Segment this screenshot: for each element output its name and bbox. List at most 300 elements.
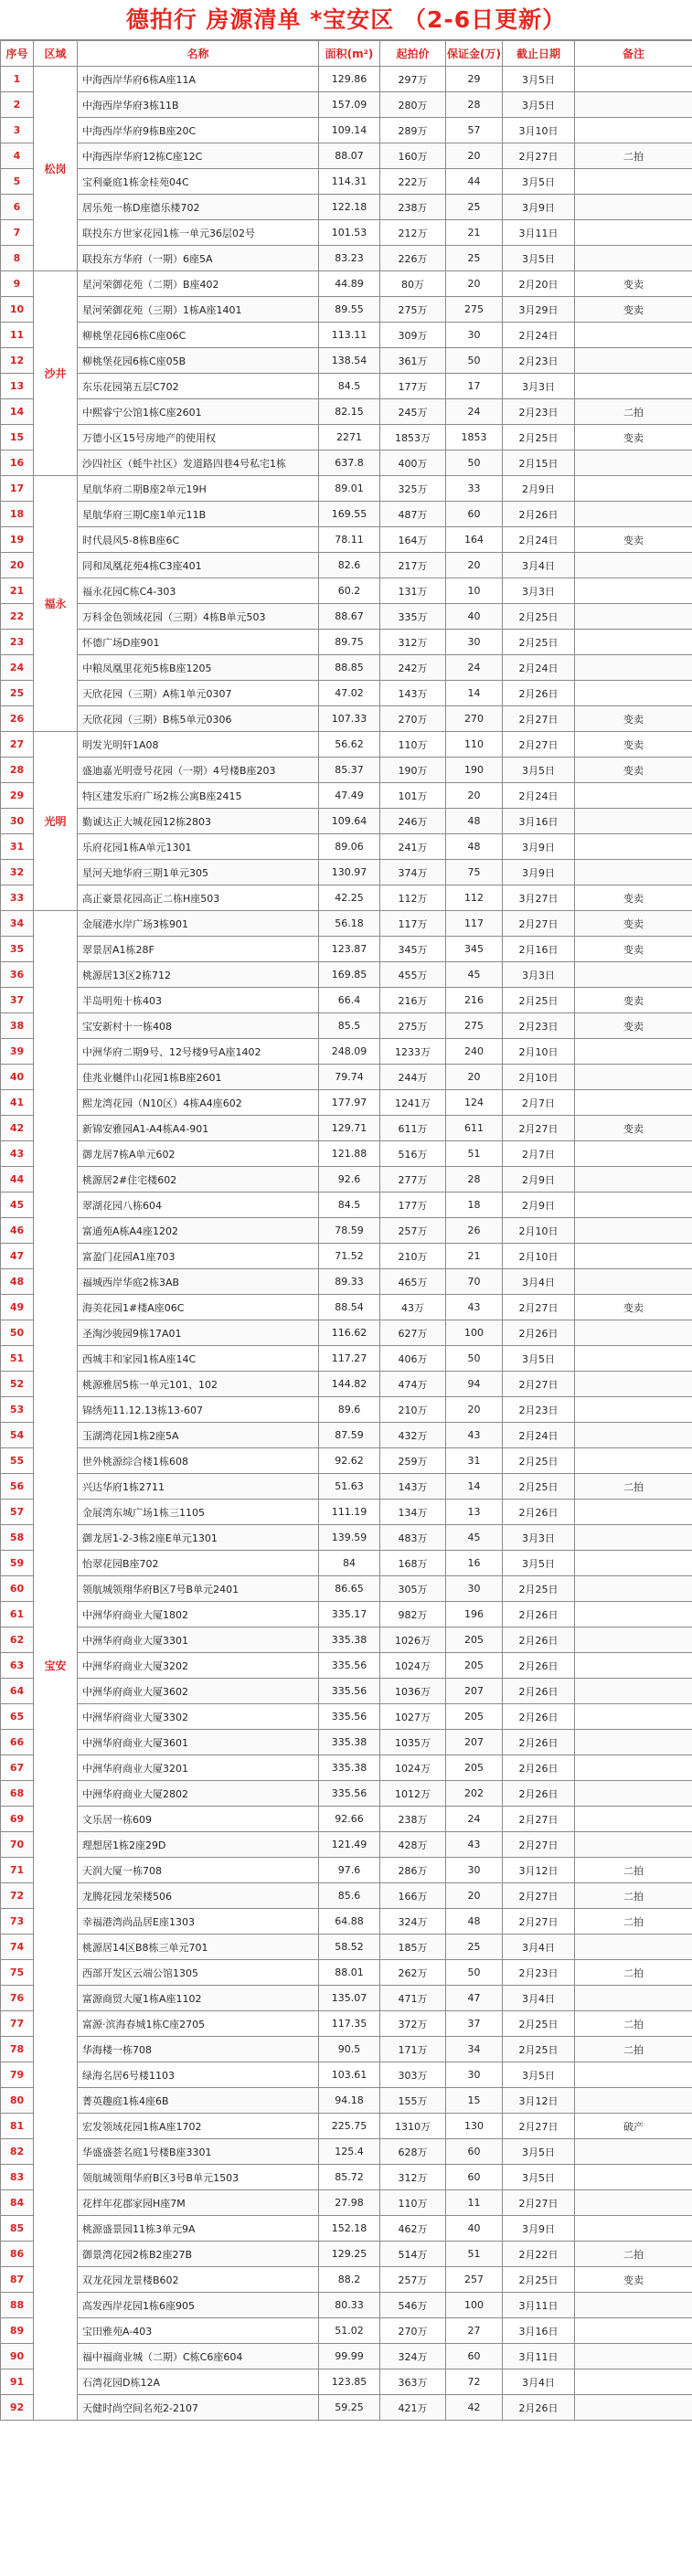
row-deadline: 3月5日 [503,1551,575,1576]
row-deadline: 3月27日 [503,885,575,911]
table-row [1,1474,692,1500]
row-deposit: 28 [446,92,503,118]
row-price: 143万 [380,681,446,706]
row-name: 西部开发区云端公馆1305 [78,1960,319,1986]
row-seq: 18 [1,502,34,527]
row-name: 石湾花园D栋12A [78,2369,319,2395]
row-seq: 49 [1,1295,34,1320]
table-row [1,2062,692,2088]
row-deposit: 20 [446,1065,503,1090]
row-deposit: 50 [446,348,503,374]
row-note: 变卖 [575,1013,692,1039]
row-price: 406万 [380,1346,446,1372]
row-deadline: 2月9日 [503,1167,575,1193]
row-seq: 24 [1,655,34,681]
row-area: 335.56 [319,1781,380,1807]
row-note [575,195,692,220]
header-row [1,41,692,67]
row-area: 89.55 [319,297,380,323]
row-note: 二拍 [575,1858,692,1883]
row-deposit: 205 [446,1627,503,1653]
row-deposit: 1853 [446,425,503,451]
row-area: 83.23 [319,246,380,271]
row-deposit: 15 [446,2088,503,2114]
row-deadline: 2月25日 [503,1448,575,1474]
table-row [1,1320,692,1346]
row-deposit: 21 [446,1244,503,1269]
row-price: 190万 [380,758,446,783]
row-deadline: 3月5日 [503,758,575,783]
row-area: 335.17 [319,1602,380,1627]
row-note [575,1397,692,1423]
row-note: 二拍 [575,2037,692,2062]
row-area: 101.53 [319,220,380,246]
table-row [1,578,692,604]
row-name: 中熙睿宁公馆1栋C座2601 [78,399,319,425]
col-deposit-header: 保证金(万) [446,41,503,67]
row-price: 210万 [380,1244,446,1269]
row-deadline: 2月23日 [503,348,575,374]
table-row [1,1960,692,1986]
row-deposit: 30 [446,1858,503,1883]
table-row [1,297,692,323]
row-deadline: 2月25日 [503,988,575,1013]
row-name: 乐府花园1栋A单元1301 [78,834,319,860]
row-seq: 76 [1,1986,34,2011]
row-name: 玉湖湾花园1栋2座5A [78,1423,319,1448]
row-name: 兴达华府1栋2711 [78,1474,319,1500]
row-name: 新锦安雅园A1-A4栋A4-901 [78,1116,319,1141]
row-area: 129.71 [319,1116,380,1141]
table-row [1,271,692,297]
row-note [575,578,692,604]
table-row [1,783,692,809]
row-name: 文乐居一栋609 [78,1807,319,1832]
table-row [1,1781,692,1807]
row-seq: 79 [1,2062,34,2088]
row-name: 中海西岸华府12栋C座12C [78,143,319,169]
row-area: 2271 [319,425,380,451]
row-name: 星河荣御花苑（二期）B座402 [78,271,319,297]
row-note [575,2216,692,2242]
row-name: 中洲华府二期9号、12号楼9号A座1402 [78,1039,319,1065]
row-price: 242万 [380,655,446,681]
row-note [575,67,692,92]
row-seq: 15 [1,425,34,451]
row-name: 福永花园C栋C4-303 [78,578,319,604]
row-deadline: 2月26日 [503,502,575,527]
row-deadline: 3月5日 [503,169,575,195]
row-seq: 70 [1,1832,34,1858]
row-price: 1024万 [380,1755,446,1781]
row-deadline: 2月10日 [503,1244,575,1269]
row-area: 335.56 [319,1704,380,1730]
row-deposit: 207 [446,1679,503,1704]
row-area: 335.38 [319,1730,380,1755]
row-seq: 81 [1,2114,34,2139]
row-area: 92.62 [319,1448,380,1474]
row-deposit: 20 [446,1883,503,1909]
table-row [1,2037,692,2062]
row-seq: 88 [1,2293,34,2318]
row-deadline: 2月10日 [503,1039,575,1065]
table-row [1,2293,692,2318]
row-deadline: 2月26日 [503,1679,575,1704]
row-deadline: 3月9日 [503,2216,575,2242]
col-name-header: 名称 [78,41,319,67]
row-price: 277万 [380,1167,446,1193]
row-note: 变卖 [575,1116,692,1141]
table-row [1,2011,692,2037]
row-area: 85.72 [319,2165,380,2190]
row-deadline: 2月25日 [503,1576,575,1602]
row-deadline: 3月10日 [503,118,575,143]
row-deadline: 2月26日 [503,1500,575,1525]
row-price: 325万 [380,476,446,502]
table-row [1,1576,692,1602]
district-cell: 沙井 [34,271,78,476]
row-note [575,1602,692,1627]
row-note [575,323,692,348]
row-name: 星航华府二期B座2单元19H [78,476,319,502]
row-seq: 29 [1,783,34,809]
row-price: 238万 [380,1807,446,1832]
row-name: 联投东方华府（一期）6座5A [78,246,319,271]
row-note: 变卖 [575,911,692,937]
table-row [1,1013,692,1039]
row-seq: 37 [1,988,34,1013]
row-name: 时代晨风5-8栋B座6C [78,527,319,553]
row-area: 144.82 [319,1372,380,1397]
table-row [1,425,692,451]
row-deposit: 117 [446,911,503,937]
row-seq: 31 [1,834,34,860]
row-area: 94.18 [319,2088,380,2114]
row-seq: 90 [1,2344,34,2369]
row-deposit: 51 [446,2242,503,2267]
row-seq: 80 [1,2088,34,2114]
row-area: 248.09 [319,1039,380,1065]
row-deposit: 30 [446,323,503,348]
row-deadline: 3月3日 [503,578,575,604]
table-row [1,323,692,348]
table-row [1,630,692,655]
row-note [575,1781,692,1807]
row-deposit: 190 [446,758,503,783]
row-name: 天健时尚空间名苑2-2107 [78,2395,319,2421]
row-note: 变卖 [575,732,692,758]
row-name: 天欣花园（三期）A栋1单元0307 [78,681,319,706]
row-note: 二拍 [575,1909,692,1935]
row-price: 275万 [380,297,446,323]
row-name: 菁英趣庭1栋4座6B [78,2088,319,2114]
row-area: 169.85 [319,962,380,988]
row-name: 领航城领翔华府B区3号B单元1503 [78,2165,319,2190]
row-deadline: 3月11日 [503,2344,575,2369]
row-note [575,1269,692,1295]
row-note [575,1679,692,1704]
row-seq: 16 [1,451,34,476]
row-area: 64.88 [319,1909,380,1935]
row-price: 471万 [380,1986,446,2011]
row-area: 88.2 [319,2267,380,2293]
row-deposit: 205 [446,1704,503,1730]
row-area: 84 [319,1551,380,1576]
row-price: 217万 [380,553,446,578]
row-deposit: 43 [446,1295,503,1320]
row-price: 168万 [380,1551,446,1576]
row-deadline: 3月5日 [503,246,575,271]
row-price: 1853万 [380,425,446,451]
row-area: 42.25 [319,885,380,911]
row-note: 二拍 [575,143,692,169]
row-seq: 41 [1,1090,34,1116]
row-name: 御景湾花园2栋B2座27B [78,2242,319,2267]
row-note [575,1448,692,1474]
row-price: 1024万 [380,1653,446,1679]
row-price: 101万 [380,783,446,809]
row-name: 中洲华府商业大厦3302 [78,1704,319,1730]
row-seq: 23 [1,630,34,655]
row-note: 变卖 [575,297,692,323]
row-name: 绿海名居6号楼1103 [78,2062,319,2088]
row-seq: 67 [1,1755,34,1781]
row-price: 312万 [380,630,446,655]
row-name: 中洲华府商业大厦3202 [78,1653,319,1679]
row-deadline: 3月5日 [503,2165,575,2190]
row-deposit: 202 [446,1781,503,1807]
row-area: 107.33 [319,706,380,732]
row-deposit: 43 [446,1423,503,1448]
row-area: 56.62 [319,732,380,758]
table-row [1,937,692,962]
row-area: 122.18 [319,195,380,220]
col-note-header: 备注 [575,41,692,67]
row-name: 锦绣苑11.12.13栋13-607 [78,1397,319,1423]
row-name: 富源·滨海春城1栋C座2705 [78,2011,319,2037]
col-district-header: 区域 [34,41,78,67]
row-deadline: 3月11日 [503,2293,575,2318]
table-row [1,451,692,476]
row-price: 280万 [380,92,446,118]
row-note [575,2395,692,2421]
row-seq: 87 [1,2267,34,2293]
table-row [1,1883,692,1909]
row-price: 241万 [380,834,446,860]
table-row [1,1269,692,1295]
row-name: 特区建发乐府广场2栋公寓B座2415 [78,783,319,809]
row-deposit: 51 [446,1141,503,1167]
row-deposit: 205 [446,1755,503,1781]
row-seq: 34 [1,911,34,937]
row-deposit: 43 [446,1832,503,1858]
row-note [575,1039,692,1065]
row-deadline: 2月20日 [503,271,575,297]
row-note [575,655,692,681]
row-note [575,962,692,988]
row-seq: 36 [1,962,34,988]
row-name: 御龙居7栋A单元602 [78,1141,319,1167]
row-deadline: 2月25日 [503,604,575,630]
row-price: 1036万 [380,1679,446,1704]
row-seq: 1 [1,67,34,92]
row-seq: 54 [1,1423,34,1448]
row-area: 78.11 [319,527,380,553]
row-area: 84.5 [319,374,380,399]
row-note [575,374,692,399]
row-note: 二拍 [575,1960,692,1986]
row-deadline: 3月16日 [503,2318,575,2344]
row-name: 万德小区15号房地产的使用权 [78,425,319,451]
table-row [1,2216,692,2242]
row-note [575,451,692,476]
table-row [1,1730,692,1755]
table-row [1,1218,692,1244]
row-deadline: 2月27日 [503,706,575,732]
row-deposit: 28 [446,1167,503,1193]
row-name: 天欣花园（三期）B栋5单元0306 [78,706,319,732]
row-name: 富源商贸大厦1栋A座1102 [78,1986,319,2011]
row-area: 116.62 [319,1320,380,1346]
table-row [1,2242,692,2267]
table-row [1,911,692,937]
row-name: 领航城领翔华府B区7号B单元2401 [78,1576,319,1602]
row-seq: 78 [1,2037,34,2062]
row-seq: 47 [1,1244,34,1269]
table-row [1,1858,692,1883]
row-seq: 9 [1,271,34,297]
row-area: 113.11 [319,323,380,348]
row-name: 星河荣御花苑（三期）1栋A座1401 [78,297,319,323]
row-name: 桃源盛景园11栋3单元9A [78,2216,319,2242]
row-area: 92.6 [319,1167,380,1193]
row-area: 121.49 [319,1832,380,1858]
row-deposit: 14 [446,1474,503,1500]
row-deposit: 17 [446,374,503,399]
row-deposit: 31 [446,1448,503,1474]
row-name: 中海西岸华府3栋11B [78,92,319,118]
row-deadline: 2月24日 [503,323,575,348]
row-name: 联投东方世家花园1栋一单元36层02号 [78,220,319,246]
table-row [1,706,692,732]
row-note [575,1551,692,1576]
row-seq: 72 [1,1883,34,1909]
row-area: 88.67 [319,604,380,630]
row-price: 546万 [380,2293,446,2318]
row-deadline: 2月26日 [503,1320,575,1346]
row-area: 117.35 [319,2011,380,2037]
row-note [575,502,692,527]
row-deadline: 2月15日 [503,451,575,476]
row-seq: 63 [1,1653,34,1679]
row-price: 164万 [380,527,446,553]
row-note [575,1320,692,1346]
row-name: 福城西岸华庭2栋3AB [78,1269,319,1295]
row-deposit: 30 [446,2062,503,2088]
row-area: 139.59 [319,1525,380,1551]
row-deposit: 20 [446,271,503,297]
row-price: 611万 [380,1116,446,1141]
row-area: 111.19 [319,1500,380,1525]
row-area: 51.63 [319,1474,380,1500]
row-seq: 8 [1,246,34,271]
row-deposit: 164 [446,527,503,553]
row-note [575,348,692,374]
row-deadline: 2月25日 [503,2037,575,2062]
row-deposit: 216 [446,988,503,1013]
row-seq: 6 [1,195,34,220]
row-name: 星河天地华府三期1单元305 [78,860,319,885]
row-note [575,92,692,118]
table-row [1,860,692,885]
district-cell: 光明 [34,732,78,911]
row-deadline: 2月26日 [503,1627,575,1653]
row-deposit: 29 [446,67,503,92]
row-name: 中洲华府商业大厦3201 [78,1755,319,1781]
row-price: 305万 [380,1576,446,1602]
row-name: 翠景居A1栋28F [78,937,319,962]
row-area: 130.97 [319,860,380,885]
row-seq: 20 [1,553,34,578]
table-row [1,1679,692,1704]
row-area: 87.59 [319,1423,380,1448]
table-row [1,374,692,399]
row-price: 270万 [380,706,446,732]
col-price-header: 起拍价 [380,41,446,67]
row-name: 中海西岸华府6栋A座11A [78,67,319,92]
row-price: 117万 [380,911,446,937]
row-seq: 69 [1,1807,34,1832]
row-area: 82.6 [319,553,380,578]
row-deadline: 3月4日 [503,1986,575,2011]
row-seq: 48 [1,1269,34,1295]
row-price: 1233万 [380,1039,446,1065]
row-seq: 12 [1,348,34,374]
row-seq: 92 [1,2395,34,2421]
table-row [1,553,692,578]
row-seq: 10 [1,297,34,323]
table-row [1,1193,692,1218]
row-deadline: 2月25日 [503,425,575,451]
row-note [575,2139,692,2165]
table-row [1,399,692,425]
row-area: 27.98 [319,2190,380,2216]
row-deadline: 2月23日 [503,1013,575,1039]
row-note [575,2062,692,2088]
row-deposit: 257 [446,2267,503,2293]
row-deposit: 48 [446,1909,503,1935]
row-deadline: 3月11日 [503,220,575,246]
row-note [575,1525,692,1551]
row-seq: 35 [1,937,34,962]
row-name: 怀德广场D座901 [78,630,319,655]
row-price: 212万 [380,220,446,246]
row-price: 171万 [380,2037,446,2062]
row-name: 幸福港湾尚品居E座1303 [78,1909,319,1935]
row-area: 123.85 [319,2369,380,2395]
table-row [1,1244,692,1269]
row-area: 97.6 [319,1858,380,1883]
row-area: 109.64 [319,809,380,834]
row-deposit: 47 [446,1986,503,2011]
row-area: 135.07 [319,1986,380,2011]
row-deadline: 2月25日 [503,2267,575,2293]
row-deposit: 240 [446,1039,503,1065]
row-name: 柳桃堡花园6栋C座06C [78,323,319,348]
row-note [575,2369,692,2395]
row-seq: 40 [1,1065,34,1090]
row-seq: 77 [1,2011,34,2037]
